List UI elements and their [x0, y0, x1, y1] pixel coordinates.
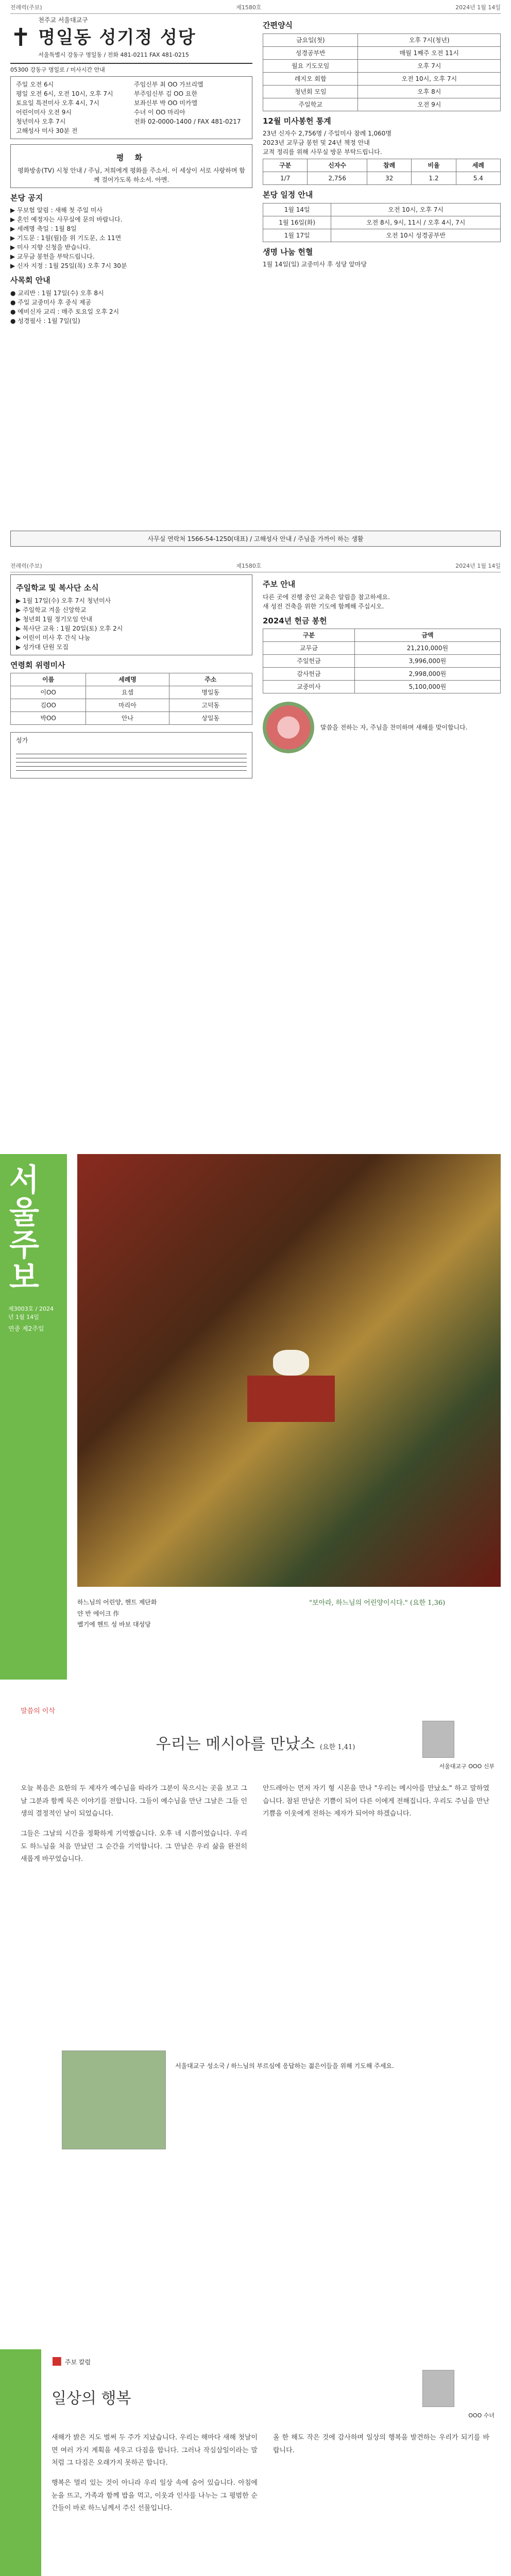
table-row	[263, 642, 501, 655]
table-cell: 1월 16일(화)	[263, 216, 331, 229]
donation-title: 2024년 헌금 봉헌	[263, 616, 327, 625]
event-item: ● 교리반 : 1월 17일(수) 오후 8시	[10, 289, 104, 297]
header-right-2: 2024년 1월 14일	[455, 563, 501, 569]
author1-photo	[422, 1721, 454, 1758]
table-cell: 명일동	[169, 686, 252, 699]
table-cell: 1월 14일	[263, 203, 331, 216]
event-item: ● 성경필사 : 1월 7일(일)	[10, 317, 80, 325]
article-2-page	[0, 2349, 511, 2576]
header-left: 전례력(주보)	[10, 4, 42, 11]
table-cell: 금요일(첫)	[263, 33, 358, 46]
table-row	[263, 98, 501, 111]
table-cell: 오전 10시, 오후 7시	[331, 203, 501, 216]
table-cell: 3,996,000원	[354, 655, 500, 668]
table-cell: 5,100,000원	[354, 681, 500, 693]
article-paragraph: 행복은 멀리 있는 것이 아니라 우리 일상 속에 숨어 있습니다. 아침에 눈을 뜨고, 가족과 함께 밥을 먹고, 이웃과 인사를 나누는 그 평범한 순간들이 바로 하느님께서 주신 선물입니다.	[52, 2479, 258, 2513]
band-title: 서울주보	[9, 1162, 39, 1296]
table-cell: 매월 1째주 오전 11시	[358, 46, 501, 59]
table-cell: 박OO	[11, 712, 86, 725]
contact-box	[10, 531, 501, 547]
header-mid: 제1580호	[236, 4, 262, 11]
article2-mark: ■	[52, 2354, 62, 2367]
parish-item: ▶ 청년회 1월 정기모임 안내	[16, 615, 93, 623]
parish-item: ▶ 주일학교 겨울 신앙학교	[16, 606, 87, 614]
right-column	[263, 15, 501, 269]
table-cell: 주일학교	[263, 98, 358, 111]
notice-item: ▶ 미사 지향 신청을 받습니다.	[10, 244, 91, 251]
calendar-table	[263, 203, 501, 242]
table-cell: 안나	[86, 712, 169, 725]
author1-name: 서울대교구 OOO 신부	[439, 1763, 495, 1770]
flower-caption: 말씀을 전하는 자, 주님을 찬미하며 새해를 맞이합니다.	[320, 724, 468, 731]
left-column	[10, 15, 252, 326]
table-cell: 2,756	[308, 172, 367, 185]
mass-item: 주일 오전 6시	[16, 81, 54, 88]
church-name: 명일동 성기정 성당	[38, 27, 196, 48]
lower-right-column	[263, 574, 501, 753]
cover-painting	[77, 1154, 501, 1587]
table-row	[263, 668, 501, 681]
table-cell: 김OO	[11, 699, 86, 712]
stats-title: 12월 미사봉헌 통계	[263, 116, 331, 126]
table-row	[263, 681, 501, 693]
table-cell: 1월 17일	[263, 229, 331, 242]
article2-col-2	[273, 2432, 489, 2457]
flower-icon	[263, 702, 314, 753]
right-line: 새 성전 건축을 위한 기도에 함께해 주십시오.	[263, 602, 384, 610]
article-paragraph: 그들은 그날의 시간을 정확하게 기억했습니다. 오후 네 시쯤이었습니다. 우리도 하느님을 처음 만났던 그 순간을 기억합니다. 그 만남은 우리 삶을 완전히 새롭게 바꾸었습니다.	[21, 1830, 247, 1863]
priest-item: 주임신부 최 OO 가브리엘	[134, 81, 203, 88]
table-cell: 성경공부반	[263, 46, 358, 59]
table-cell: 2,998,000원	[354, 668, 500, 681]
notices-title: 본당 공지	[10, 193, 43, 202]
table-cell: 1/7	[263, 172, 308, 185]
notice-item: ▶ 기도문 : 1월(월)을 위 기도문, 소 11면	[10, 234, 122, 242]
parish-bulletin-sheet	[0, 0, 511, 1123]
prayer-text: 평화방송(TV) 시청 안내 / 주님, 저희에게 평화를 주소서. 이 세상이 서로 사랑하며 함께 걸어가도록 하소서. 아멘.	[18, 166, 245, 183]
table-cell: 오후 8시	[358, 85, 501, 98]
priest-item: 전화 02-0000-1400 / FAX 481-0217	[134, 118, 241, 125]
events-title: 사목회 안내	[10, 276, 50, 285]
church-sub: 천주교 서울대교구	[38, 16, 88, 24]
table-cell: 오전 8시, 9시, 11시 / 오후 4시, 7시	[331, 216, 501, 229]
table-cell: 이름	[11, 673, 86, 686]
parish-item: ▶ 어린이 미사 후 간식 나눔	[16, 634, 91, 641]
event-list	[10, 289, 252, 326]
table-row	[11, 699, 252, 712]
church-info: 서울특별시 강동구 명일동 / 전화 481-0211 FAX 481-0215	[38, 52, 189, 58]
table-cell: 1.2	[412, 172, 456, 185]
article1-col-1	[21, 1783, 247, 1873]
table-cell: 고덕동	[169, 699, 252, 712]
table-row	[263, 72, 501, 85]
header-left-2: 전례력(주보)	[10, 563, 42, 569]
parish-item: ▶ 성가대 단원 모집	[16, 643, 69, 651]
side-table-title: 간편양식	[263, 21, 293, 30]
notice-item: ▶ 혼인 예정자는 사무실에 문의 바랍니다.	[10, 216, 123, 223]
author2-name: OOO 수녀	[468, 2412, 495, 2419]
table-cell: 32	[367, 172, 411, 185]
calendar-title: 본당 일정 안내	[263, 190, 313, 199]
author2-photo	[422, 2370, 454, 2407]
sheet-header-2	[10, 562, 501, 572]
notice-item: ▶ 세례명 축일 : 1월 8일	[10, 225, 77, 232]
table-cell: 주일헌금	[263, 655, 355, 668]
table-cell: 마리아	[86, 699, 169, 712]
table-cell: 오후 7시	[358, 59, 501, 72]
stats-line: 교적 정리를 위해 사무실 방문 부탁드립니다.	[263, 148, 382, 156]
mass-item: 토요일 특전미사 오후 4시, 7시	[16, 99, 99, 107]
seoul-jubo-cover	[0, 1133, 511, 1680]
header-right: 2024년 1월 14일	[455, 4, 501, 11]
parish-item: ▶ 복사단 교육 : 1월 20일(토) 오후 2시	[16, 624, 123, 632]
table-cell: 5.4	[456, 172, 500, 185]
stats-line: 2023년 교무금 봉헌 및 24년 책정 안내	[263, 139, 370, 146]
song-title: 성가	[16, 737, 28, 744]
table-row	[263, 203, 501, 216]
article1-ad-image	[62, 2050, 166, 2149]
priest-item: 수녀 이 OO 마리아	[134, 109, 185, 116]
article2-title: 일상의 행복	[52, 2389, 131, 2408]
table-row	[263, 46, 501, 59]
right-line: 다른 곳에 진행 중인 교육은 알림을 참고하세요.	[263, 593, 390, 601]
donation-table	[263, 629, 501, 693]
article2-label	[52, 2354, 91, 2367]
table-cell: 21,210,000원	[354, 642, 500, 655]
table-cell: 금액	[354, 629, 500, 642]
flower-row	[263, 702, 501, 753]
cover-caption	[77, 1597, 294, 1631]
mass-item: 고해성사 미사 30분 전	[16, 127, 78, 134]
article1-title-ref: (요한 1,41)	[320, 1743, 355, 1751]
article1-label-text: 말씀의 이삭	[21, 1707, 55, 1715]
table-cell: 감사헌금	[263, 668, 355, 681]
mass-item: 청년미사 오후 7시	[16, 118, 66, 125]
band-sub: 연중 제2주일	[8, 1325, 44, 1332]
table-cell: 청년회 모임	[263, 85, 358, 98]
stats-table	[263, 159, 501, 185]
cover-caption-right: "보아라, 하느님의 어린양이시다." (요한 1,36)	[309, 1599, 446, 1607]
altar-shape	[247, 1376, 335, 1422]
parish-item: ▶ 1월 17일(수) 오후 7시 청년미사	[16, 597, 111, 604]
table-cell: 이OO	[11, 686, 86, 699]
article1-label	[21, 1705, 55, 1715]
table-row	[263, 33, 501, 46]
right-lines	[263, 592, 501, 611]
song-box	[10, 732, 252, 778]
parish-box	[10, 574, 252, 655]
weekly-title: 생명 나눔 헌혈	[263, 247, 313, 257]
table-cell: 비율	[412, 159, 456, 172]
caption-line: 하느님의 어린양, 헨트 제단화	[77, 1599, 157, 1606]
right-title: 주보 안내	[263, 580, 296, 589]
mass-list	[16, 80, 129, 135]
table-row	[263, 655, 501, 668]
article-paragraph: 오늘 복음은 요한의 두 제자가 예수님을 따라가 그분이 묵으시는 곳을 보고 그날 그분과 함께 묵은 이야기를 전합니다. 그들이 예수님을 만난 그날은 그들 인생의 결정적인 날이 되었습니다.	[21, 1785, 247, 1818]
table-cell: 요셉	[86, 686, 169, 699]
event-item: ● 예비신자 교리 : 매주 토요일 오후 2시	[10, 308, 120, 315]
lower-left-column	[10, 574, 252, 778]
article1-ad-text: 서울대교구 성소국 / 하느님의 부르심에 응답하는 젊은이들을 위해 기도해 주세요.	[175, 2062, 394, 2070]
header-mid-2: 제1580호	[236, 563, 262, 569]
article2-green-side	[0, 2349, 41, 2576]
parish-items	[16, 596, 247, 652]
parish-title: 주일학교 및 복사단 소식	[16, 583, 99, 592]
contact-text: 사무실 연락처 1566-54-1250(대표) / 고해성사 안내 / 주님을 가까이 하는 생활	[147, 535, 364, 543]
table-cell: 오전 10시 성경공부반	[331, 229, 501, 242]
prayer-box	[10, 144, 252, 188]
article1-title: 우리는 메시아를 만났소	[156, 1735, 315, 1753]
table-row	[263, 216, 501, 229]
caption-line: 얀 반 에이크 作	[77, 1609, 120, 1617]
table-cell: 신자수	[308, 159, 367, 172]
table-cell: 구분	[263, 159, 308, 172]
event-item: ● 주일 교중미사 후 중식 제공	[10, 298, 92, 306]
article2-col-1	[52, 2432, 258, 2522]
table-row	[263, 85, 501, 98]
table-cell: 월요 기도모임	[263, 59, 358, 72]
article-paragraph: 안드레아는 먼저 자기 형 시몬을 만나 "우리는 메시아를 만났소." 하고 말하였습니다. 참된 만남은 기쁨이 되어 다른 이에게 전해집니다. 우리도 주님을 만난 기쁨을 이웃에게 전하는 제자가 되어야 하겠습니다.	[263, 1785, 489, 1818]
band-meta: 제3003호 / 2024년 1월 14일	[8, 1306, 54, 1320]
cover-green-band	[0, 1154, 67, 1680]
table-row	[11, 686, 252, 699]
lamb-figure	[273, 1350, 309, 1376]
table-row	[263, 229, 501, 242]
church-masthead	[10, 15, 252, 64]
table-cell: 세례	[456, 159, 500, 172]
mass-schedule-box	[10, 76, 252, 139]
notice-item: ▶ 교무금 봉헌을 부탁드립니다.	[10, 253, 95, 260]
cross-icon: ✝	[10, 23, 31, 52]
table-row	[11, 712, 252, 725]
notice-item: ▶ 무보험 알림 : 새해 첫 주일 미사	[10, 207, 103, 214]
table-cell: 구분	[263, 629, 355, 642]
table-cell: 참례	[367, 159, 411, 172]
priest-item: 부주임신부 김 OO 요한	[134, 90, 198, 97]
weekly-text: 1월 14일(일) 교중미사 후 성당 앞마당	[263, 261, 367, 268]
table-cell: 세례명	[86, 673, 169, 686]
caption-line: 벨기에 헨트 성 바보 대성당	[77, 1621, 151, 1629]
article-paragraph: 새해가 밝은 지도 벌써 두 주가 지났습니다. 우리는 해마다 새해 첫날이면 여러 가지 계획을 세우고 다짐을 합니다. 그러나 작심삼일이라는 말처럼 그 다짐은 오래가지 못하곤 합니다.	[52, 2434, 258, 2467]
table-cell: 오후 7시(청년)	[358, 33, 501, 46]
table-cell: 주소	[169, 673, 252, 686]
article1-col-2	[263, 1783, 489, 1821]
article-1-page	[0, 1700, 511, 2318]
notice-item: ▶ 신자 지정 : 1월 25일(목) 오후 7시 30분	[10, 262, 127, 269]
mass-item: 평일 오전 6시, 오전 10시, 오후 7시	[16, 90, 113, 97]
priest-list	[134, 80, 247, 135]
stats-lines	[263, 129, 501, 157]
table-cell: 레지오 회합	[263, 72, 358, 85]
church-address: 05300 강동구 명일로 / 미사시간 안내	[10, 66, 105, 73]
parish-table-title: 연령회 위령미사	[10, 660, 65, 670]
table-cell: 상일동	[169, 712, 252, 725]
mass-item: 어린이미사 오전 9시	[16, 109, 72, 116]
side-table	[263, 33, 501, 111]
parish-table	[10, 673, 252, 725]
notice-list	[10, 206, 252, 270]
sheet-header	[10, 3, 501, 14]
table-cell: 교무금	[263, 642, 355, 655]
table-row	[263, 59, 501, 72]
priest-item: 보좌신부 박 OO 미카엘	[134, 99, 198, 107]
table-cell: 교중미사	[263, 681, 355, 693]
article2-label-text: 주보 칼럼	[64, 2359, 91, 2366]
stats-line: 23년 신자수 2,756명 / 주일미사 참례 1,060명	[263, 130, 392, 137]
music-staff	[16, 750, 247, 771]
table-cell: 오전 9시	[358, 98, 501, 111]
article-paragraph: 올 한 해도 작은 것에 감사하며 일상의 행복을 발견하는 우리가 되기를 바랍니다.	[273, 2434, 489, 2454]
table-cell: 오전 10시, 오후 7시	[358, 72, 501, 85]
prayer-title: 평 화	[116, 153, 147, 162]
